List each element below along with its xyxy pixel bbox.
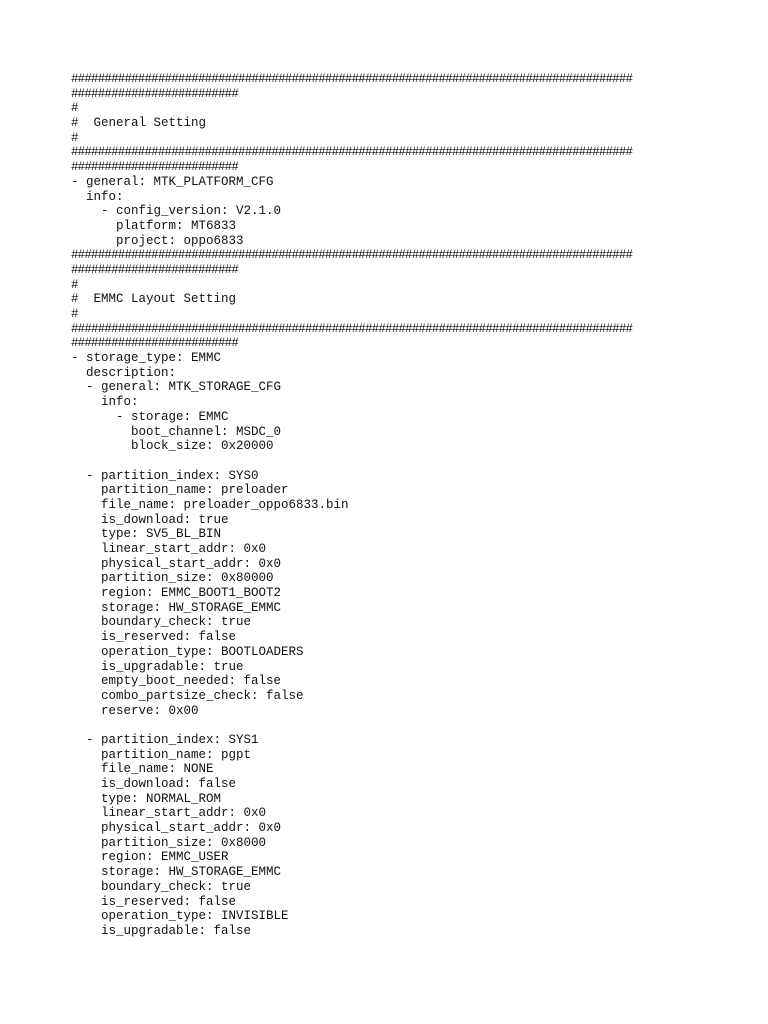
partition-line: empty_boot_needed: false — [71, 674, 282, 689]
config-line: info: — [71, 189, 124, 204]
comment-line: # — [71, 130, 79, 145]
comment-line: # — [71, 307, 79, 321]
config-line: - config_version: V2.1.0 — [71, 204, 282, 219]
partition-line: operation_type: BOOTLOADERS — [71, 644, 304, 659]
partition-line: storage: HW_STORAGE_EMMC — [71, 600, 282, 615]
partition-line: file_name: NONE — [71, 762, 214, 777]
partition-line: operation_type: INVISIBLE — [71, 909, 289, 924]
section-heading-general: # General Setting — [71, 116, 207, 131]
partition-line: type: NORMAL_ROM — [71, 791, 222, 806]
partition-line: - partition_index: SYS0 — [71, 468, 259, 483]
config-line: project: oppo6833 — [71, 233, 244, 248]
blank-line — [71, 454, 711, 469]
partition-line: partition_size: 0x8000 — [71, 835, 267, 850]
partition-line: is_upgradable: false — [71, 923, 252, 938]
config-line: description: — [71, 365, 177, 380]
config-line: platform: MT6833 — [71, 218, 237, 233]
partition-line: - partition_index: SYS1 — [71, 732, 259, 747]
partition-line: is_download: true — [71, 512, 229, 527]
config-line: block_size: 0x20000 — [71, 439, 274, 454]
partition-line: is_upgradable: true — [71, 659, 244, 674]
partition-line: combo_partsize_check: false — [71, 688, 304, 703]
partition-line: region: EMMC_BOOT1_BOOT2 — [71, 586, 282, 601]
partition-line: boundary_check: true — [71, 615, 252, 630]
partition-line: linear_start_addr: 0x0 — [71, 542, 267, 556]
config-line: - storage_type: EMMC — [71, 351, 222, 366]
separator-line: #################################################################################### — [71, 248, 633, 263]
separator-line: ######################### — [71, 86, 239, 101]
section-heading-emmc: # EMMC Layout Setting — [71, 292, 237, 307]
partition-line: is_reserved: false — [71, 894, 237, 909]
partition-line: boundary_check: true — [71, 879, 252, 894]
partition-line: physical_start_addr: 0x0 — [71, 821, 282, 836]
separator-line: #################################################################################### — [71, 72, 633, 86]
partition-line: partition_name: preloader — [71, 483, 289, 498]
blank-line — [71, 718, 711, 733]
config-line: - storage: EMMC — [71, 409, 229, 424]
separator-line: ######################### — [71, 160, 239, 175]
config-line: boot_channel: MSDC_0 — [71, 424, 282, 439]
separator-line: ######################### — [71, 262, 239, 277]
partition-line: partition_size: 0x80000 — [71, 571, 274, 586]
config-line: - general: MTK_STORAGE_CFG — [71, 380, 282, 395]
partition-line: linear_start_addr: 0x0 — [71, 806, 267, 821]
separator-line: ######################### — [71, 336, 239, 351]
separator-line: #################################################################################### — [71, 321, 633, 336]
partition-line: region: EMMC_USER — [71, 850, 229, 865]
separator-line: #################################################################################### — [71, 145, 633, 160]
config-line: - general: MTK_PLATFORM_CFG — [71, 174, 274, 189]
partition-line: storage: HW_STORAGE_EMMC — [71, 865, 282, 880]
config-line: info: — [71, 395, 139, 410]
partition-line: physical_start_addr: 0x0 — [71, 556, 282, 571]
partition-line: file_name: preloader_oppo6833.bin — [71, 497, 349, 512]
partition-line: is_reserved: false — [71, 630, 237, 645]
partition-line: reserve: 0x00 — [71, 703, 199, 718]
partition-line: type: SV5_BL_BIN — [71, 527, 222, 542]
partition-line: is_download: false — [71, 777, 237, 791]
document-page — [71, 72, 711, 939]
comment-line: # — [71, 277, 79, 292]
partition-line: partition_name: pgpt — [71, 747, 252, 762]
comment-line: # — [71, 101, 79, 116]
